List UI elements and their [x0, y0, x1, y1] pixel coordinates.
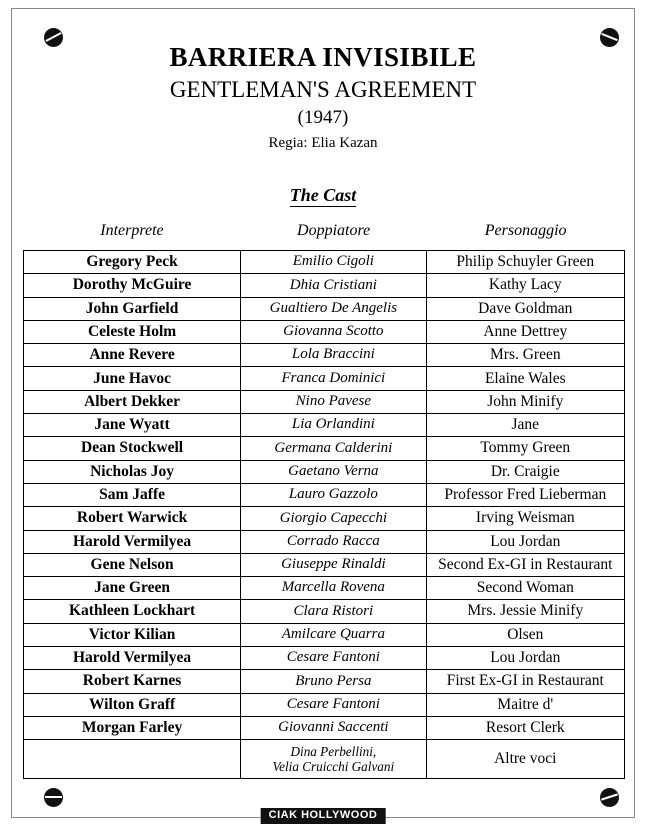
cell-actor: Gregory Peck	[24, 251, 241, 274]
table-row	[24, 274, 625, 297]
table-row	[24, 600, 625, 623]
table-row	[24, 577, 625, 600]
cell-role: Altre voci	[426, 740, 624, 779]
cell-role: Lou Jordan	[426, 647, 624, 670]
cell-voice: Cesare Fantoni	[241, 693, 426, 716]
cell-role: Mrs. Green	[426, 344, 624, 367]
cell-actor: Anne Revere	[24, 344, 241, 367]
column-header-voice: Doppiatore	[297, 222, 371, 239]
table-row	[24, 693, 625, 716]
cell-voice: Gualtiero De Angelis	[241, 297, 426, 320]
table-row	[24, 530, 625, 553]
film-director: Regia: Elia Kazan	[268, 135, 378, 152]
cell-actor: Harold Vermilyea	[24, 530, 241, 553]
cell-voice: Germana Calderini	[241, 437, 426, 460]
cell-actor: Jane Wyatt	[24, 414, 241, 437]
cell-actor: Robert Karnes	[24, 670, 241, 693]
cell-role: Dr. Craigie	[426, 460, 624, 483]
cell-voice: Lola Braccini	[241, 344, 426, 367]
cell-role: Dave Goldman	[426, 297, 624, 320]
cell-voice: Giuseppe Rinaldi	[241, 553, 426, 576]
cell-actor: Morgan Farley	[24, 716, 241, 739]
screw-bottom-right-icon	[600, 788, 619, 807]
cell-voice: Giovanna Scotto	[241, 320, 426, 343]
table-row	[24, 460, 625, 483]
cell-voice: Corrado Racca	[241, 530, 426, 553]
screw-slot	[601, 793, 618, 800]
document-header	[12, 43, 634, 152]
table-row	[24, 320, 625, 343]
film-title-original: GENTLEMAN'S AGREEMENT	[169, 76, 477, 102]
cell-voice: Marcella Rovena	[241, 577, 426, 600]
cell-role: Philip Schuyler Green	[426, 251, 624, 274]
cell-role: Second Ex-GI in Restaurant	[426, 553, 624, 576]
cell-actor: Albert Dekker	[24, 390, 241, 413]
cell-role: Second Woman	[426, 577, 624, 600]
column-header-actor: Interprete	[100, 222, 164, 239]
cell-voice: Emilio Cigoli	[241, 251, 426, 274]
film-title-italian: BARRIERA INVISIBILE	[169, 42, 477, 72]
cell-voice: Clara Ristori	[241, 600, 426, 623]
cell-actor: Gene Nelson	[24, 553, 241, 576]
cell-role: Tommy Green	[426, 437, 624, 460]
cell-voice	[241, 740, 426, 779]
table-row	[24, 740, 625, 779]
table-row	[24, 437, 625, 460]
cell-actor: Nicholas Joy	[24, 460, 241, 483]
table-row	[24, 297, 625, 320]
cast-section-heading	[12, 185, 634, 206]
cell-actor: Harold Vermilyea	[24, 647, 241, 670]
screw-bottom-left-icon	[44, 788, 63, 807]
cast-table-body	[24, 251, 625, 779]
cell-actor: Victor Kilian	[24, 623, 241, 646]
cell-actor: Robert Warwick	[24, 507, 241, 530]
table-row	[24, 414, 625, 437]
publisher-logo: CIAK HOLLYWOOD	[261, 808, 386, 824]
cell-actor: Sam Jaffe	[24, 483, 241, 506]
cell-role: Mrs. Jessie Minify	[426, 600, 624, 623]
cell-voice: Lauro Gazzolo	[241, 483, 426, 506]
cast-table	[23, 250, 625, 779]
table-row	[24, 553, 625, 576]
document-page	[11, 8, 635, 821]
cell-voice: Cesare Fantoni	[241, 647, 426, 670]
cell-actor: John Garfield	[24, 297, 241, 320]
table-row	[24, 647, 625, 670]
cell-role: Elaine Wales	[426, 367, 624, 390]
cell-actor: Jane Green	[24, 577, 241, 600]
table-row	[24, 716, 625, 739]
table-row	[24, 344, 625, 367]
table-row	[24, 623, 625, 646]
cell-role: John Minify	[426, 390, 624, 413]
screw-slot	[46, 32, 62, 42]
cell-voice: Lia Orlandini	[241, 414, 426, 437]
cell-voice: Dhia Cristiani	[241, 274, 426, 297]
cell-role: First Ex-GI in Restaurant	[426, 670, 624, 693]
cell-role: Kathy Lacy	[426, 274, 624, 297]
cell-actor: Wilton Graff	[24, 693, 241, 716]
cell-role: Professor Fred Lieberman	[426, 483, 624, 506]
table-row	[24, 390, 625, 413]
screw-slot	[45, 796, 62, 798]
cell-voice: Nino Pavese	[241, 390, 426, 413]
cell-role: Irving Weisman	[426, 507, 624, 530]
cell-role: Resort Clerk	[426, 716, 624, 739]
table-row	[24, 483, 625, 506]
cast-section-heading-text: The Cast	[289, 185, 357, 205]
table-row	[24, 670, 625, 693]
cell-voice: Giovanni Saccenti	[241, 716, 426, 739]
cell-role: Maitre d'	[426, 693, 624, 716]
table-row	[24, 251, 625, 274]
cast-column-headers	[23, 222, 625, 240]
table-row	[24, 507, 625, 530]
cell-voice: Giorgio Capecchi	[241, 507, 426, 530]
cell-role: Lou Jordan	[426, 530, 624, 553]
cell-actor	[24, 740, 241, 779]
table-row	[24, 367, 625, 390]
cell-voice: Gaetano Verna	[241, 460, 426, 483]
cell-voice-line: Dina Perbellini,	[290, 743, 377, 759]
cell-voice: Bruno Persa	[241, 670, 426, 693]
cell-voice-line: Velia Cruicchi Galvani	[272, 759, 395, 775]
cell-actor: Kathleen Lockhart	[24, 600, 241, 623]
column-header-role: Personaggio	[484, 222, 567, 239]
cell-voice: Amilcare Quarra	[241, 623, 426, 646]
cell-actor: June Havoc	[24, 367, 241, 390]
cell-actor: Dean Stockwell	[24, 437, 241, 460]
cell-role: Olsen	[426, 623, 624, 646]
cell-voice: Franca Dominici	[241, 367, 426, 390]
screw-slot	[601, 33, 618, 41]
cell-actor: Celeste Holm	[24, 320, 241, 343]
cell-role: Jane	[426, 414, 624, 437]
cell-role: Anne Dettrey	[426, 320, 624, 343]
film-year: (1947)	[297, 107, 349, 129]
cell-actor: Dorothy McGuire	[24, 274, 241, 297]
